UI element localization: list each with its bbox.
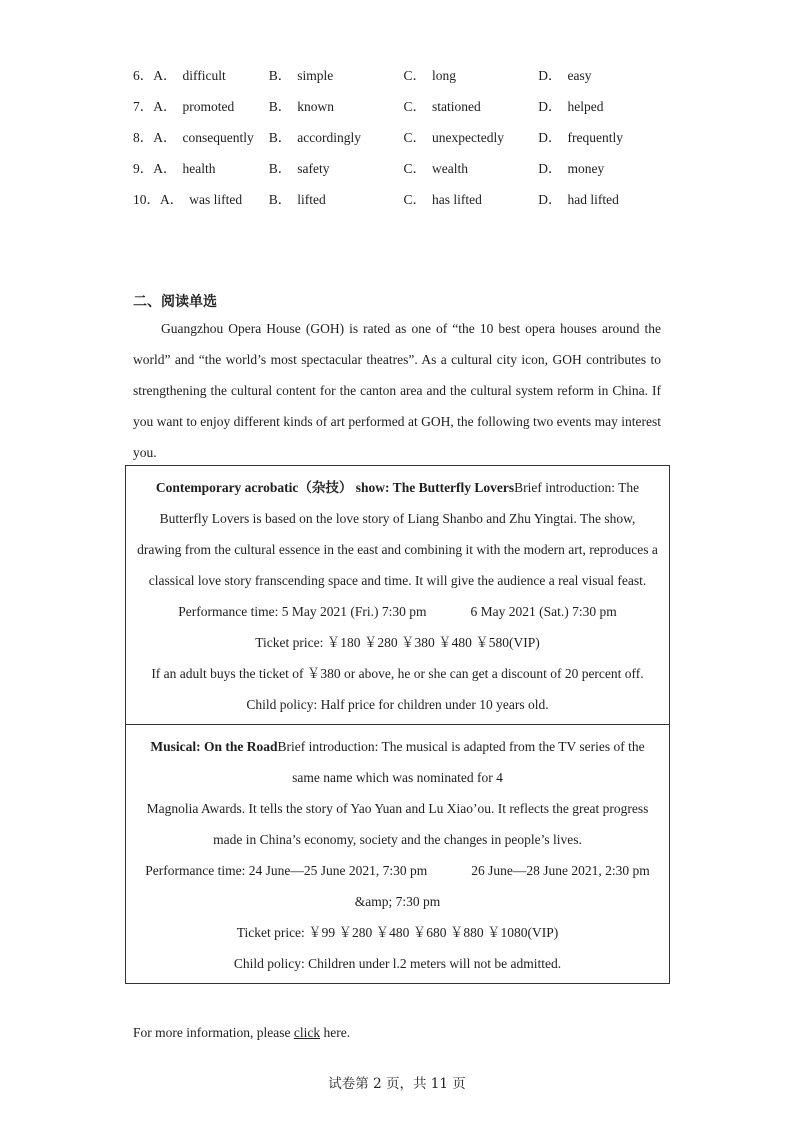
option-a: 7．A． promoted bbox=[133, 99, 235, 114]
question-row bbox=[133, 128, 673, 159]
more-info: For more information, please click here. bbox=[133, 1025, 351, 1040]
option-c: C． has lifted bbox=[403, 192, 482, 207]
page-footer: 试卷第 2 页，共 11 页 bbox=[328, 1076, 466, 1092]
ticket-price: Ticket price: ￥99 ￥280 ￥480 ￥680 ￥880 ￥1080(VIP) bbox=[236, 925, 559, 940]
option-b: B． accordingly bbox=[268, 130, 361, 145]
option-c: C． unexpectedly bbox=[403, 130, 504, 145]
option-b: B． simple bbox=[268, 68, 334, 83]
discount-policy: If an adult buys the ticket of ￥380 or above, he or she can get a discount of 20 percent off. bbox=[151, 666, 644, 681]
events-table bbox=[125, 465, 670, 984]
question-row bbox=[133, 159, 673, 190]
option-a: 8．A． consequently bbox=[133, 130, 254, 145]
option-c: C． stationed bbox=[403, 99, 481, 114]
click-link[interactable]: click bbox=[293, 1025, 321, 1040]
ticket-price: Ticket price: ￥180 ￥280 ￥380 ￥480 ￥580(VIP) bbox=[255, 635, 540, 650]
option-d: D． helped bbox=[538, 99, 604, 114]
event-cell-acrobatic bbox=[126, 466, 670, 725]
option-b: B． known bbox=[268, 99, 334, 114]
option-c: C． long bbox=[403, 68, 457, 83]
event-intro: Contemporary acrobatic（杂技） show: The Butterfly LoversBrief introduction: The Butterfly Lovers is based on the love story of Liang Shanbo and Zhu Yingtai. The show, drawing from the cultural essence in the east and combining it with the modern art, reproduces a classical love story franscending space and time. It will give the audience a real visual feast. bbox=[137, 480, 658, 588]
question-row bbox=[133, 66, 673, 97]
option-d: D． easy bbox=[538, 68, 592, 83]
event-intro-continued: Magnolia Awards. It tells the story of Yao Yuan and Lu Xiao’ou. It reflects the great progress made in China’s economy, society and the changes in people’s lives. bbox=[146, 801, 649, 847]
option-d: D． money bbox=[538, 161, 605, 176]
option-a: 9．A． health bbox=[133, 161, 216, 176]
child-policy: Child policy: Half price for children under 10 years old. bbox=[246, 697, 549, 712]
event-title: Contemporary acrobatic（杂技） show: The Butterfly Lovers bbox=[155, 480, 515, 495]
event-title: Musical: On the Road bbox=[150, 739, 278, 754]
choice-questions bbox=[133, 66, 673, 221]
option-b: B． lifted bbox=[268, 192, 326, 207]
option-b: B． safety bbox=[268, 161, 330, 176]
option-a: 6．A． difficult bbox=[133, 68, 226, 83]
option-a: 10．A． was lifted bbox=[133, 192, 243, 207]
reading-passage: Guangzhou Opera House (GOH) is rated as one of “the 10 best opera houses around the world” and “the world’s most spectacular theatres”. As a cultural city icon, GOH contributes to strengthening the cultural content for the canton area and the cultural system reform in China. If you want to enjoy different kinds of art performed at GOH, the following two events may interest you. bbox=[133, 321, 661, 460]
option-d: D． had lifted bbox=[538, 192, 619, 207]
event-row bbox=[126, 466, 670, 725]
child-policy: Child policy: Children under l.2 meters will not be admitted. bbox=[233, 956, 562, 971]
event-cell-musical bbox=[126, 725, 670, 984]
question-row bbox=[133, 97, 673, 128]
question-row bbox=[133, 190, 673, 221]
option-d: D． frequently bbox=[538, 130, 623, 145]
performance-time: Performance time: 24 June—25 June 2021, 7:30 pm 26 June—28 June 2021, 2:30 pm &amp; 7:30 pm bbox=[145, 863, 650, 909]
event-row bbox=[126, 725, 670, 984]
performance-time: Performance time: 5 May 2021 (Fri.) 7:30 pm 6 May 2021 (Sat.) 7:30 pm bbox=[178, 604, 617, 619]
event-intro: Musical: On the RoadBrief introduction: The musical is adapted from the TV series of the same name which was nominated for 4 bbox=[150, 739, 645, 785]
option-c: C． wealth bbox=[403, 161, 468, 176]
section-heading: 二、阅读单选 bbox=[133, 294, 217, 310]
